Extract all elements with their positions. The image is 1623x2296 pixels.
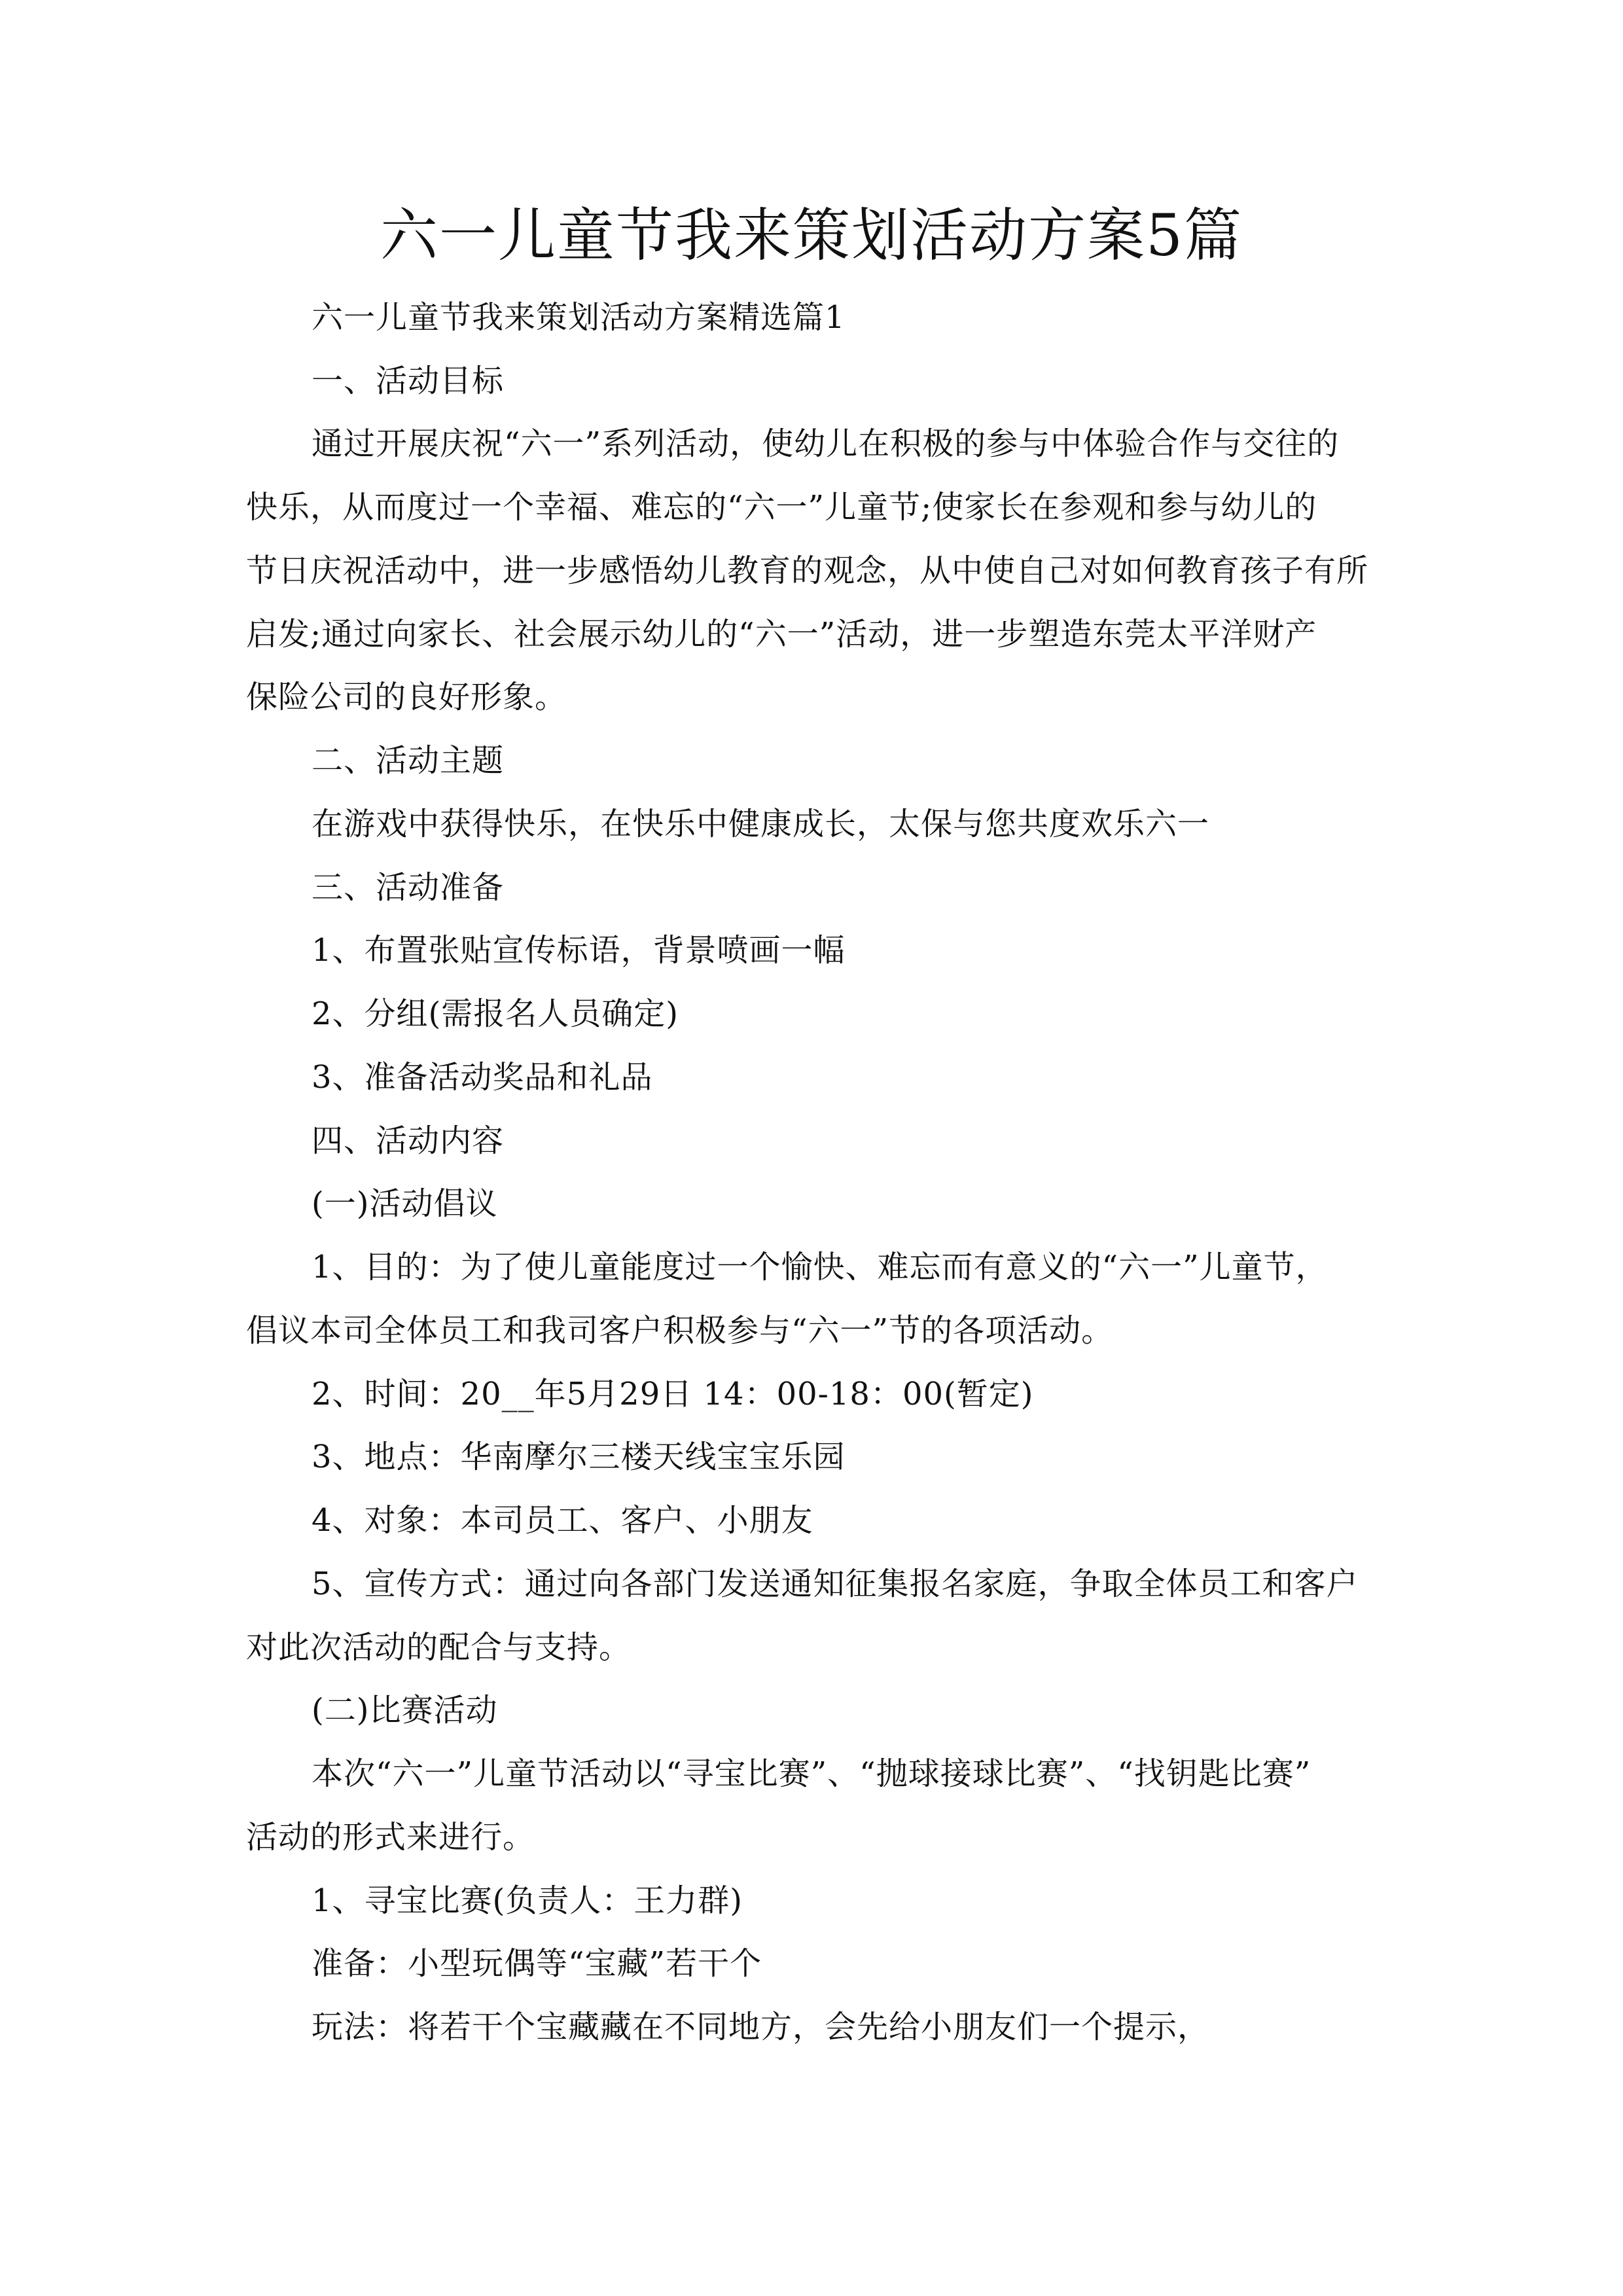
paragraph-line: 快乐，从而度过一个幸福、难忘的“六一”儿童节;使家长在参观和参与幼儿的 <box>246 489 1317 526</box>
list-item: 2、分组(需报名人员确定) <box>312 996 679 1032</box>
paragraph-line: 保险公司的良好形象。 <box>246 679 567 715</box>
paragraph-line: 对此次活动的配合与支持。 <box>246 1629 632 1666</box>
paragraph-line: 本次“六一”儿童节活动以“寻宝比赛”、“抛球接球比赛”、“找钥匙比赛” <box>312 1755 1311 1792</box>
list-item: 4、对象：本司员工、客户、小朋友 <box>312 1502 813 1539</box>
paragraph-line: 在游戏中获得快乐，在快乐中健康成长，太保与您共度欢乐六一 <box>312 806 1210 842</box>
section-heading: 四、活动内容 <box>312 1122 505 1159</box>
subsection-heading: (一)活动倡议 <box>312 1185 498 1222</box>
paragraph-line: 倡议本司全体员工和我司客户积极参与“六一”节的各项活动。 <box>246 1312 1114 1349</box>
paragraph-line: 玩法：将若干个宝藏藏在不同地方，会先给小朋友们一个提示， <box>312 2009 1210 2045</box>
list-item: 1、目的：为了使儿童能度过一个愉快、难忘而有意义的“六一”儿童节， <box>312 1249 1328 1285</box>
list-item: 3、准备活动奖品和礼品 <box>312 1059 653 1096</box>
list-item: 2、时间：20__年5月29日 14：00-18：00(暂定) <box>312 1376 1034 1412</box>
list-item: 3、地点：华南摩尔三楼天线宝宝乐园 <box>312 1439 846 1475</box>
list-item: 1、布置张贴宣传标语，背景喷画一幅 <box>312 932 846 969</box>
subtitle-line: 六一儿童节我来策划活动方案精选篇1 <box>312 299 846 336</box>
document-title: 六一儿童节我来策划活动方案5篇 <box>380 202 1243 269</box>
section-heading: 三、活动准备 <box>312 869 505 906</box>
paragraph-line: 节日庆祝活动中，进一步感悟幼儿教育的观念，从中使自己对如何教育孩子有所 <box>246 552 1369 589</box>
subsection-heading: (二)比赛活动 <box>312 1692 498 1729</box>
paragraph-line: 准备：小型玩偶等“宝藏”若干个 <box>312 1945 762 1982</box>
paragraph-line: 活动的形式来进行。 <box>246 1819 535 1856</box>
list-item: 1、寻宝比赛(负责人：王力群) <box>312 1882 743 1919</box>
list-item: 5、宣传方式：通过向各部门发送通知征集报名家庭，争取全体员工和客户 <box>312 1566 1359 1602</box>
paragraph-line: 启发;通过向家长、社会展示幼儿的“六一”活动，进一步塑造东莞太平洋财产 <box>246 616 1317 653</box>
paragraph-line: 通过开展庆祝“六一”系列活动，使幼儿在积极的参与中体验合作与交往的 <box>312 425 1340 462</box>
section-heading: 二、活动主题 <box>312 742 505 779</box>
section-heading: 一、活动目标 <box>312 363 505 399</box>
